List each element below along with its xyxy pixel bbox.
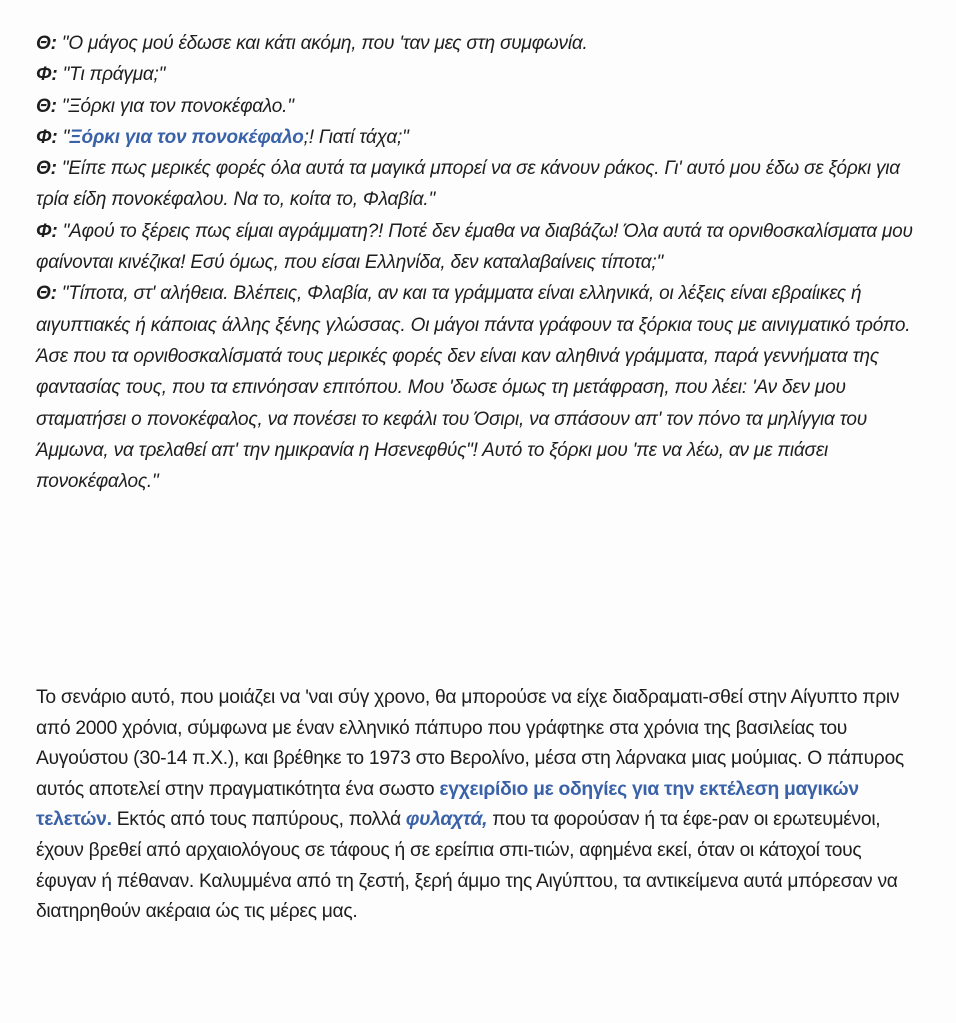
dialogue-section <box>36 28 936 497</box>
speaker-label: Φ: <box>36 220 58 242</box>
dialogue-line <box>36 278 936 497</box>
speaker-label: Θ: <box>36 158 57 180</box>
speaker-label: Θ: <box>36 283 57 305</box>
body-paragraph <box>36 683 926 928</box>
highlighted-phrase: Ξόρκι για τον πονοκέφαλο <box>69 126 304 148</box>
dialogue-line <box>36 59 936 90</box>
highlight-amulets-link[interactable]: φυλαχτά, <box>405 809 488 831</box>
dialogue-line <box>36 28 936 59</box>
paragraph-text: Εκτός από τους παπύρους, πολλά <box>111 809 406 831</box>
speaker-label: Θ: <box>36 33 57 54</box>
paragraph-text: Το σενάριο αυτό, που μοιάζει να 'ναι σύγ χρονο, θα μπορούσε να είχε διαδραματι-σθεί στην Αίγυπτο πριν από 2000 χρόνια, σύμφωνα με έναν ελληνικό πάπυρο που γράφτηκε στα χρόνια της βασιλείας του Αυγούστου (30-14 π.Χ.), και βρέθηκε το 1973 στο Βερολίνο, μέσα στη λάρνακα μιας μούμιας. Ο πάπυρος αυτός αποτελεί στην πραγματικότητα ένα σωστο <box>36 687 904 800</box>
dialogue-text: "Ξόρκι για τον πονοκέφαλο." <box>56 95 294 117</box>
dialogue-line <box>36 122 936 153</box>
dialogue-text: "Ο μάγος μού έδωσε και κάτι ακόμη, που 'ταν μες στη συμφωνία. <box>56 33 588 54</box>
dialogue-text: " <box>57 126 70 148</box>
speaker-label: Φ: <box>36 126 58 148</box>
dialogue-text: "Τίποτα, στ' αλήθεια. Βλέπεις, Φλαβία, αν και τα γράμματα είναι ελληνικά, οι λέξεις είναι εβραίικες ή αιγυπτιακές ή κάποιας άλλης ξένης γλώσσας. Οι μάγοι πάντα γράφουν τα ξόρκια τους με αινιγματικό τρόπο. Άσε που τα ορνιθοσκαλίσματά τους μερικές φορές δεν είναι καν αληθινά γράμματα, παρά γεννήματα της φαντασίας τους, που τα επινόησαν επιτόπου. Μου 'δωσε όμως τη μετάφραση, που λέει: 'Αν δεν μου σταματήσει ο πονοκέφαλος, να πονέσει το κεφάλι του Όσιρι, να σπάσουν απ' τον πόνο τα μηλίγγια του Άμμωνα, να τρελαθεί απ' την ημικρανία η Ησενεφθύς"! Αυτό το ξόρκι μου 'πε να λέω, αν με πιάσει πονοκέφαλος." <box>36 283 911 493</box>
dialogue-text: "Είπε πως μερικές φορές όλα αυτά τα μαγικά μπορεί να σε κάνουν ράκος. Γι' αυτό μου έδω σε ξόρκι για τρία είδη πονοκέφαλου. Να το, κοίτα το, Φλαβία." <box>36 158 900 211</box>
dialogue-line <box>36 153 936 216</box>
dialogue-text: "Αφού το ξέρεις πως είμαι αγράμματη?! Ποτέ δεν έμαθα να διαβάζω! Όλα αυτά τα ορνιθοσκαλίσματα μου φαίνονται κινέζικα! Εσύ όμως, που είσαι Ελληνίδα, δεν καταλαβαίνεις τίποτα;" <box>36 220 913 274</box>
paragraph-text: που τα φορούσαν ή τα έφε-ραν οι ερωτευμένοι, έχουν βρεθεί από αρχαιολόγους σε τάφους ή σε ερείπια σπι-τιών, αφημένα εκεί, όταν οι κάτοχοί τους έφυγαν ή πέθαναν. Καλυμμένα από τη ζεστή, ξερή άμμο της Αιγύπτου, τα αντικείμενα αυτά μπόρεσαν να διατηρηθούν ακέραια ώς τις μέρες μας. <box>36 809 898 923</box>
speaker-label: Φ: <box>36 64 58 86</box>
document-page <box>36 28 936 923</box>
dialogue-text: "Τι πράγμα;" <box>57 64 166 86</box>
dialogue-text: ;! Γιατί τάχα;" <box>303 126 409 148</box>
speaker-label: Θ: <box>36 95 57 117</box>
dialogue-line <box>36 216 936 279</box>
highlight-manual-link[interactable]: εγχειρίδιο με οδηγίες για την εκτέλεση μαγικών τελετών. <box>36 778 859 831</box>
dialogue-line <box>36 91 936 122</box>
